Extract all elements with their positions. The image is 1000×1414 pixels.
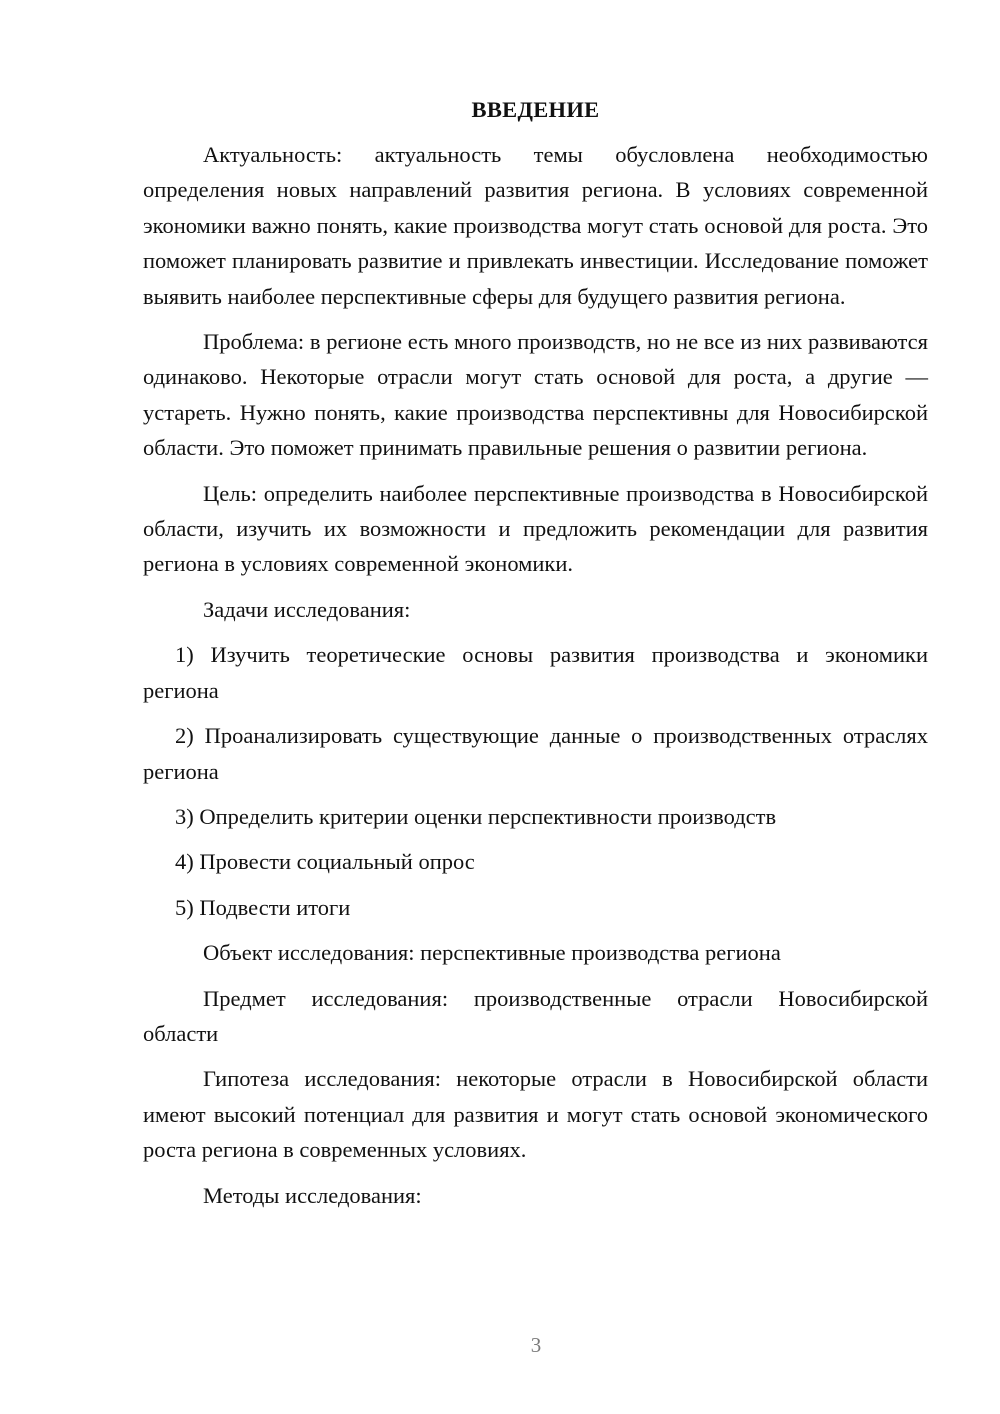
page-content — [143, 92, 928, 1223]
task-item: 5) Подвести итоги — [175, 894, 351, 920]
paragraph-object: Объект исследования: перспективные производства региона — [203, 940, 781, 966]
task-item: 2) Проанализировать существующие данные о производственных отраслях региона — [143, 723, 928, 784]
task-item: 3) Определить критерии оценки перспективности производств — [175, 803, 777, 829]
paragraph-methods: Методы исследования: — [203, 1182, 422, 1208]
paragraph-hypothesis: Гипотеза исследования: некоторые отрасли в Новосибирской области имеют высокий потенциал для развития и могут стать основой экономического роста региона в современных условиях. — [143, 1066, 928, 1163]
task-item: 1) Изучить теоретические основы развития производства и экономики региона — [143, 642, 928, 703]
paragraph-relevance: Актуальность: актуальность темы обусловлена необходимостью определения новых направлений развития региона. В условиях современной экономики важно понять, какие производства могут стать основой для роста. Это поможет планировать развитие и привлекать инвестиции. Исследование поможет выявить наиболее перспективные сферы для будущего развития региона. — [143, 142, 928, 309]
paragraph-goal: Цель: определить наиболее перспективные производства в Новосибирской области, изучить их возможности и предложить рекомендации для развития региона в условиях современной экономики. — [143, 480, 928, 577]
task-item: 4) Провести социальный опрос — [175, 849, 475, 875]
paragraph-problem: Проблема: в регионе есть много производств, но не все из них развиваются одинаково. Некоторые отрасли могут стать основой для роста, а другие — устареть. Нужно понять, какие производства перспективны для Новосибирской области. Это поможет принимать правильные решения о развитии региона. — [143, 329, 928, 461]
page-number: 3 — [530, 1333, 542, 1357]
paragraph-tasks-heading: Задачи исследования: — [203, 596, 411, 622]
paragraph-subject: Предмет исследования: производственные отрасли Новосибирской области — [143, 985, 928, 1046]
section-title: ВВЕДЕНИЕ — [471, 97, 600, 122]
